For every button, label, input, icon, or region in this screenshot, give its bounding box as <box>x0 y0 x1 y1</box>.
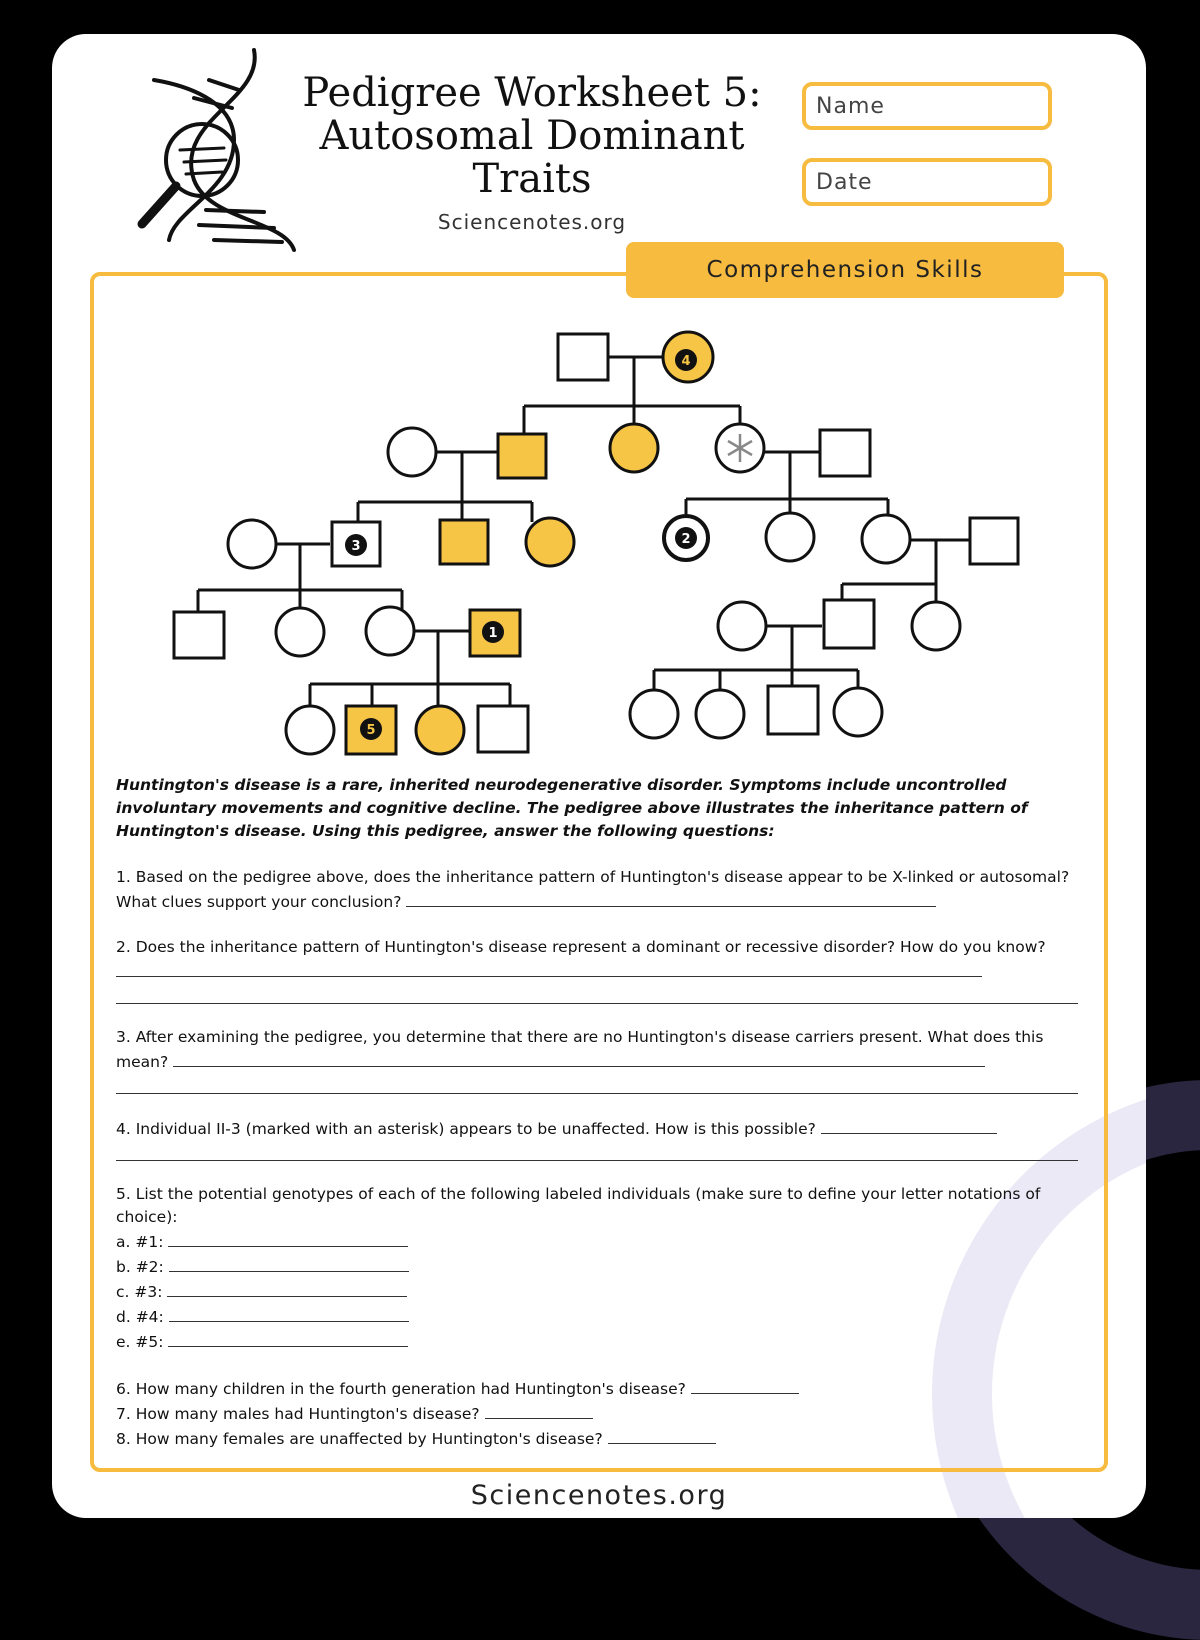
answer-line-1[interactable] <box>406 889 936 907</box>
question-6-text: 6. How many children in the fourth generation had Huntington's disease? <box>116 1380 686 1398</box>
marker-2-label: 2 <box>681 532 691 547</box>
question-5e-label: e. #5: <box>116 1333 164 1351</box>
question-5-text: 5. List the potential genotypes of each of the following labeled individuals (make sure to define your letter notations of choice): <box>116 1185 1041 1226</box>
answer-line-7[interactable] <box>485 1401 593 1419</box>
question-5a <box>116 1229 1078 1254</box>
question-8-text: 8. How many females are unaffected by Huntington's disease? <box>116 1430 603 1448</box>
gen5-female <box>286 706 334 754</box>
gen5-female <box>696 690 744 738</box>
gen3-female-spouse <box>228 520 276 568</box>
pedigree-chart <box>52 34 1146 774</box>
answer-line-5d[interactable] <box>169 1304 409 1322</box>
answer-line-8[interactable] <box>608 1426 716 1444</box>
answer-line-5a[interactable] <box>168 1229 408 1247</box>
question-7-text: 7. How many males had Huntington's disease? <box>116 1405 480 1423</box>
question-3-text: 3. After examining the pedigree, you determine that there are no Huntington's disease carriers present. What does this mean? <box>116 1028 1044 1071</box>
question-7 <box>116 1401 1078 1426</box>
worksheet-page <box>52 34 1146 1518</box>
gen5-male <box>478 706 528 752</box>
answer-line-5b[interactable] <box>169 1254 409 1272</box>
question-5d <box>116 1304 1078 1329</box>
question-5a-label: a. #1: <box>116 1233 164 1251</box>
question-5c <box>116 1279 1078 1304</box>
gen2-male-affected <box>498 434 546 478</box>
name-field[interactable]: Name <box>802 82 1052 130</box>
title-line-2: Autosomal Dominant <box>319 113 745 159</box>
gen3-female <box>862 515 910 563</box>
question-5b-label: b. #2: <box>116 1258 164 1276</box>
gen2-female-affected <box>610 424 658 472</box>
answer-line-2b[interactable] <box>116 980 1078 1004</box>
marker-3-label: 3 <box>351 539 361 554</box>
answer-line-4b[interactable] <box>116 1137 1078 1161</box>
gen3-male-affected <box>440 520 488 564</box>
answer-line-5c[interactable] <box>167 1279 407 1297</box>
footer-site: Sciencenotes.org <box>470 1480 728 1511</box>
answer-line-2a[interactable] <box>116 959 982 977</box>
question-6 <box>116 1376 1078 1401</box>
question-5e <box>116 1329 1078 1354</box>
marker-1-label: 1 <box>488 626 498 641</box>
gen3-female <box>766 513 814 561</box>
gen1-male <box>558 334 608 380</box>
question-5c-label: c. #3: <box>116 1283 163 1301</box>
question-1-text: 1. Based on the pedigree above, does the inheritance pattern of Huntington's disease appear to be X-linked or autosomal? What clues support your conclusion? <box>116 868 1070 911</box>
question-5d-label: d. #4: <box>116 1308 164 1326</box>
answer-line-5e[interactable] <box>168 1329 408 1347</box>
answer-line-3b[interactable] <box>116 1070 1078 1094</box>
gen4-female-spouse <box>718 602 766 650</box>
question-5b <box>116 1254 1078 1279</box>
title-site-label: Sciencenotes.org <box>437 210 627 234</box>
section-banner: Comprehension Skills <box>626 242 1064 298</box>
title-line-3: Traits <box>472 156 592 202</box>
date-field[interactable]: Date <box>802 158 1052 206</box>
question-3 <box>116 1026 1078 1094</box>
marker-4-label: 4 <box>681 354 691 369</box>
title-line-1: Pedigree Worksheet 5: <box>302 70 762 116</box>
question-8 <box>116 1426 1078 1451</box>
gen3-female-affected <box>526 518 574 566</box>
gen4-female <box>912 602 960 650</box>
question-1 <box>116 866 1078 914</box>
question-5 <box>116 1183 1078 1354</box>
gen4-male <box>174 612 224 658</box>
question-2-text: 2. Does the inheritance pattern of Huntington's disease represent a dominant or recessive disorder? How do you know? <box>116 938 1046 956</box>
gen2-male-spouse <box>820 430 870 476</box>
gen5-female-affected <box>416 706 464 754</box>
questions-list <box>116 866 1078 1451</box>
marker-5-label: 5 <box>366 723 376 738</box>
answer-line-6[interactable] <box>691 1376 799 1394</box>
gen5-female <box>834 688 882 736</box>
answer-line-3a[interactable] <box>173 1049 985 1067</box>
gen5-female <box>630 690 678 738</box>
gen4-female <box>276 608 324 656</box>
question-4 <box>116 1116 1078 1161</box>
question-2 <box>116 936 1078 1004</box>
intro-paragraph: Huntington's disease is a rare, inherited neurodegenerative disorder. Symptoms include uncontrolled involuntary movements and cognitive decline. The pedigree above illustrates the inheritance pattern of Huntington's disease. Using this pedigree, answer the following questions: <box>116 776 1028 840</box>
question-4-text: 4. Individual II-3 (marked with an asterisk) appears to be unaffected. How is this possible? <box>116 1120 816 1138</box>
answer-line-4a[interactable] <box>821 1116 997 1134</box>
gen2-female-spouse <box>388 428 436 476</box>
gen3-male-spouse <box>970 518 1018 564</box>
gen4-female-spouse <box>366 607 414 655</box>
gen5-male <box>768 686 818 734</box>
gen4-male <box>824 600 874 648</box>
